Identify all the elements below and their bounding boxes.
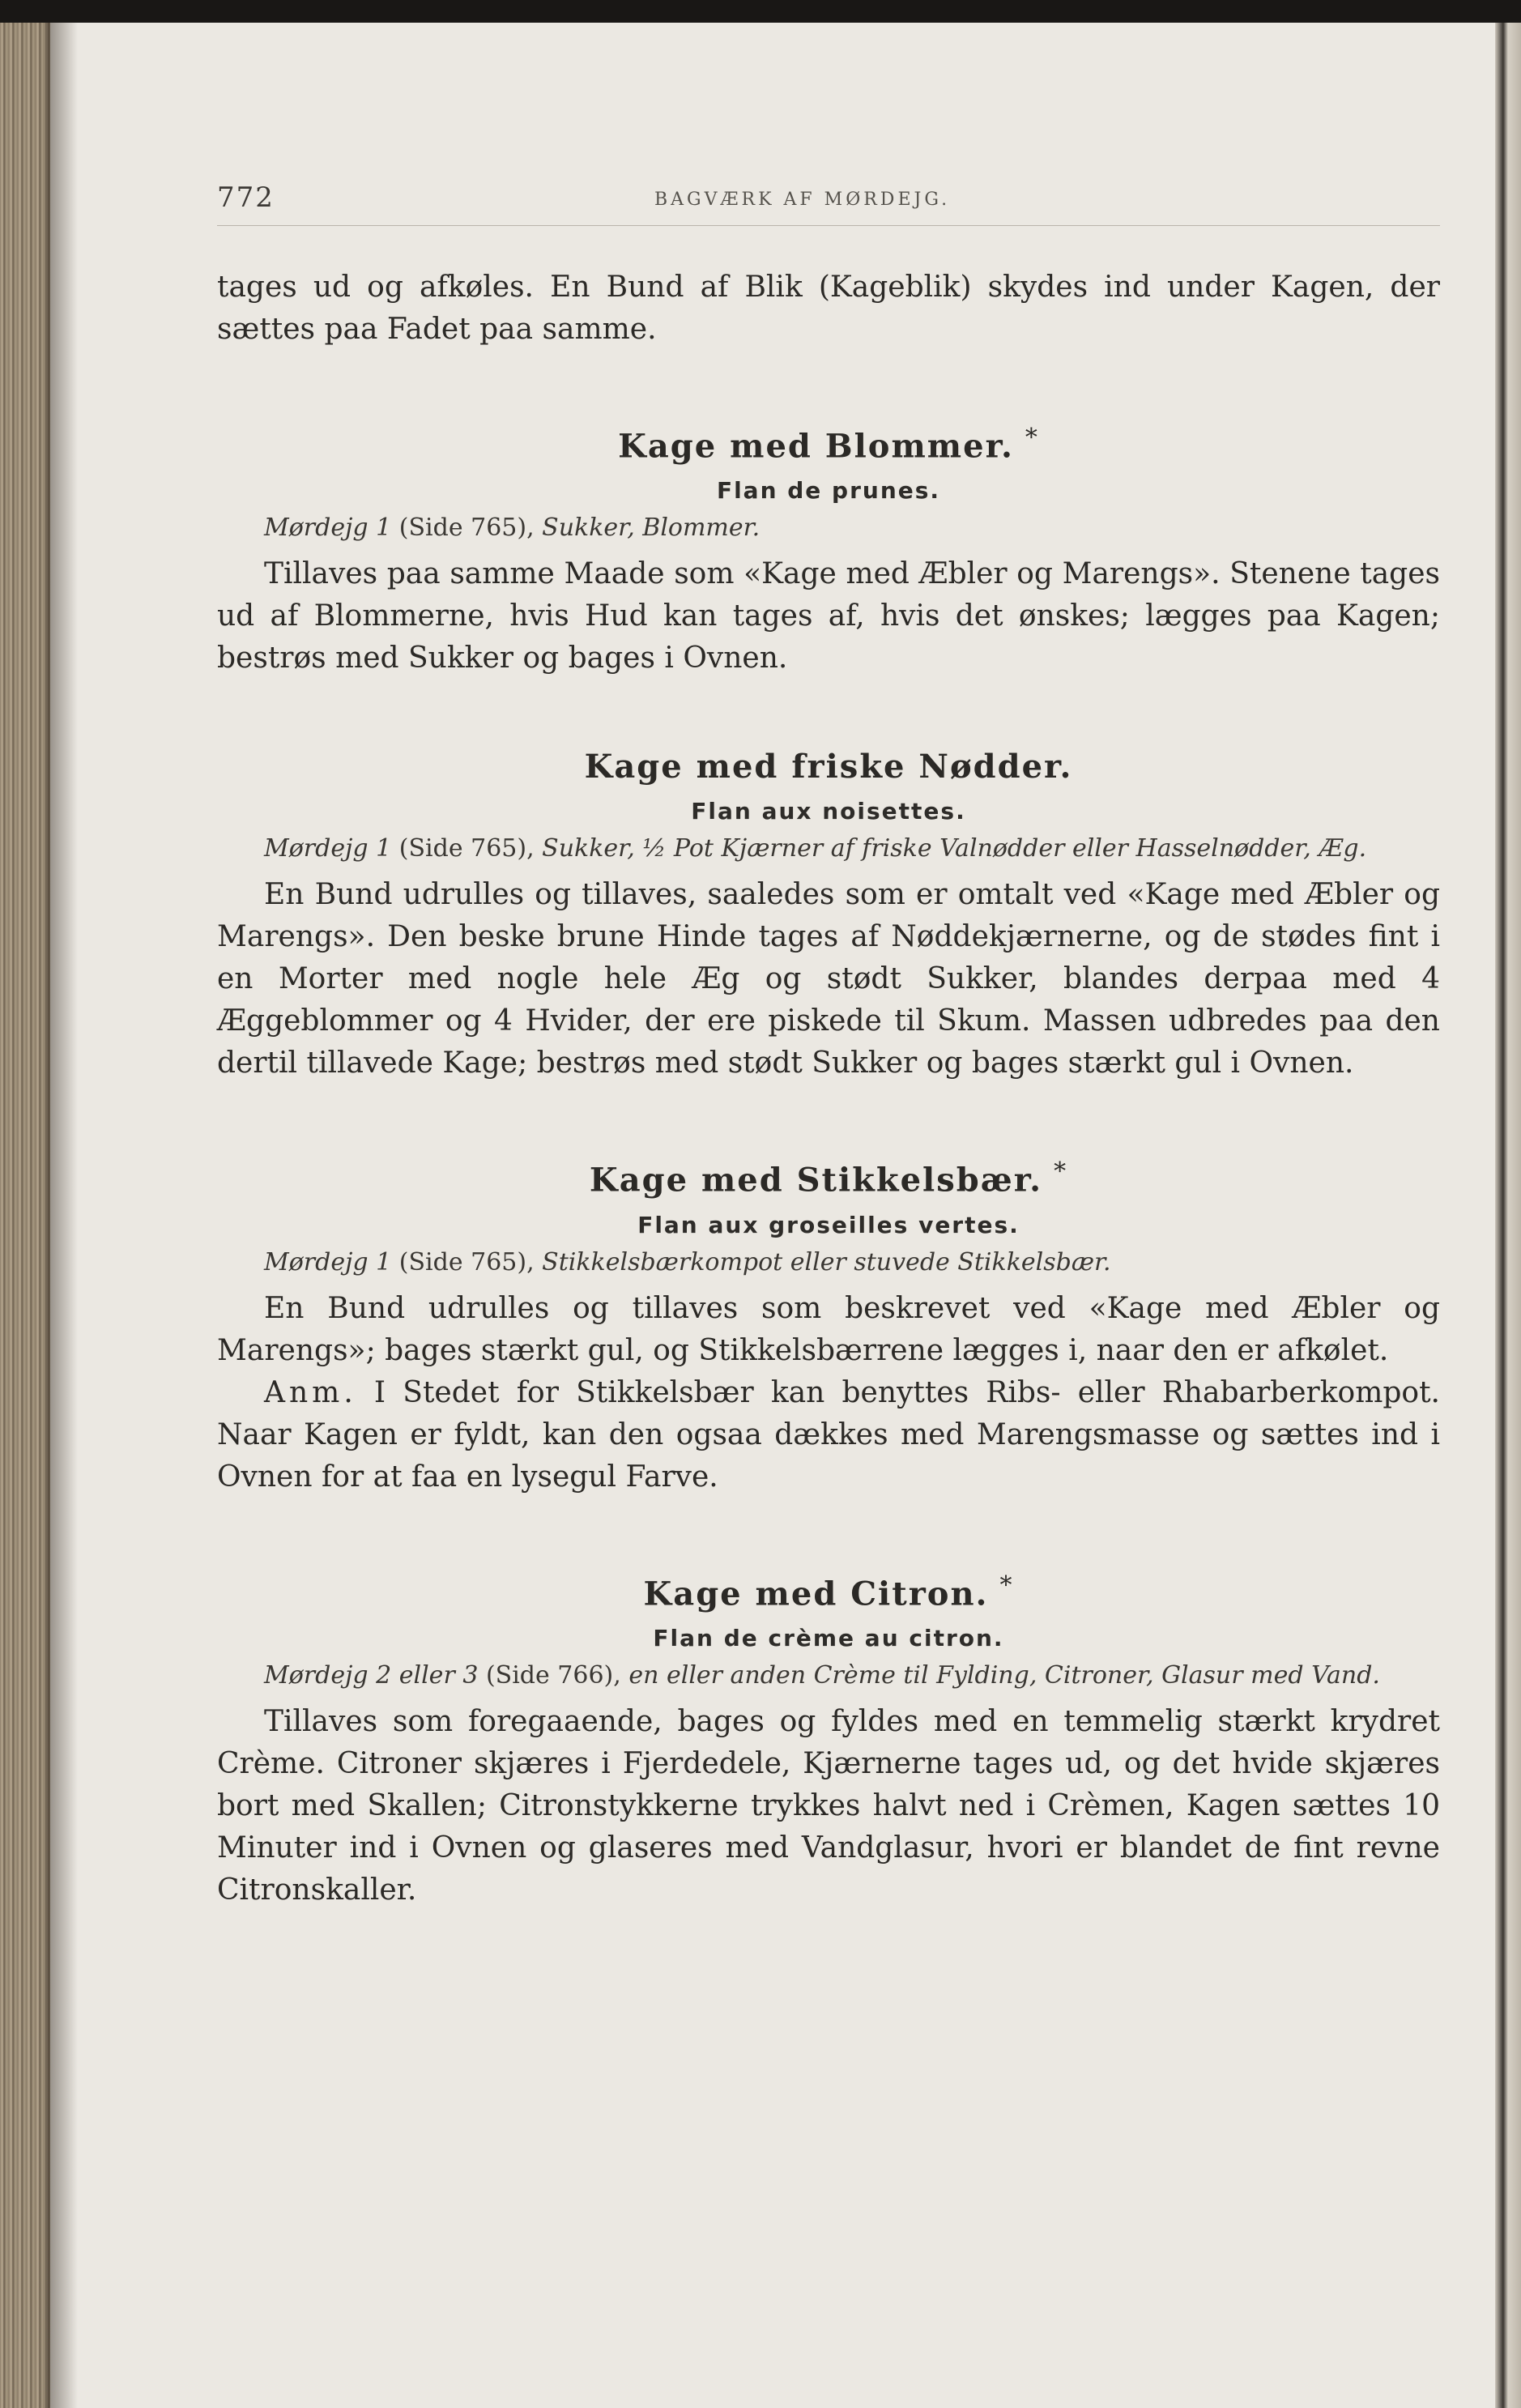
- recipe-subtitle: Flan aux groseilles vertes.: [637, 1211, 1020, 1238]
- recipe-paragraph: En Bund udrulles og tillaves som beskrevet ved «Kage med Æbler og Marengs»; bages stærkt gul, og Stikkelsbærrene lægges i, naar den er afkølet.: [217, 1291, 1440, 1367]
- recipe-title: Kage med Citron. *: [643, 1571, 1014, 1613]
- recipe-blommer: [217, 416, 1440, 680]
- intro-paragraph: tages ud og afkøles. En Bund af Blik (Kageblik) skydes ind under Kagen, der sættes paa Fadet paa samme.: [217, 271, 1440, 346]
- recipe-citron: [217, 1563, 1440, 1911]
- recipe-subtitle: Flan de crème au citron.: [653, 1624, 1004, 1652]
- recipe-title: Kage med friske Nødder.: [584, 748, 1073, 786]
- recipe-subtitle: Flan de prunes.: [716, 477, 941, 505]
- recipe-paragraph: Tillaves paa samme Maade som «Kage med Æbler og Marengs». Stenene tages ud af Blommerne, hvis Hud kan tages af, hvis det ønskes; lægges paa Kagen; bestrøs med Sukker og bages i Ovnen.: [217, 557, 1440, 676]
- recipe-subtitle: Flan aux noisettes.: [691, 798, 966, 825]
- recipe-noedder: [217, 744, 1440, 1085]
- right-page-edge: [1495, 23, 1521, 2408]
- recipe-title: Kage med Stikkelsbær. *: [589, 1157, 1068, 1200]
- page-content: [217, 173, 1440, 1911]
- recipe-stikkelsbaer: [217, 1149, 1440, 1498]
- star-mark: *: [1025, 424, 1039, 452]
- running-head-title: BAGVÆRK AF MØRDEJG.: [654, 190, 951, 210]
- recipe-title: Kage med Blommer. *: [618, 424, 1039, 466]
- running-head: [217, 173, 1440, 226]
- note-label: Anm.: [264, 1375, 357, 1409]
- scan-top-border: [0, 0, 1521, 23]
- recipe-paragraph: Tillaves som foregaaende, bages og fyldes med en temmelig stærkt krydret Crème. Citroner skjæres i Fjerdedele, Kjærnerne tages ud, og det hvide skjæres bort med Skallen; Citronstykkerne trykkes halvt ned i Crèmen, Kagen sættes 10 Minuter ind i Ovnen og glaseres med Vandglasur, hvori er blandet de fint revne Citronskaller.: [217, 1704, 1440, 1907]
- recipe-ingredients: Mørdejg 2 eller 3 (Side 766), en eller anden Crème til Fylding, Citroner, Glasur med Vand.: [264, 1660, 1380, 1690]
- recipe-paragraph: En Bund udrulles og tillaves, saaledes som er omtalt ved «Kage med Æbler og Marengs». Den beske brune Hinde tages af Nøddekjærnerne, og de stødes fint i en Morter med nogle hele Æg og stødt Sukker, blandes derpaa med 4 Æggeblommer og 4 Hvider, der ere piskede til Skum. Massen udbredes paa den dertil tillavede Kage; bestrøs med stødt Sukker og bages stærkt gul i Ovnen.: [217, 878, 1440, 1080]
- recipe-note: Anm. I Stedet for Stikkelsbær kan benyttes Ribs- eller Rhabarberkompot. Naar Kagen er fyldt, kan den ogsaa dækkes med Marengsmasse og sættes ind i Ovnen for at faa en lysegul Farve.: [217, 1375, 1440, 1494]
- star-mark: *: [1054, 1157, 1068, 1187]
- recipe-ingredients: Mørdejg 1 (Side 765), Stikkelsbærkompot eller stuvede Stikkelsbær.: [264, 1247, 1111, 1276]
- spine-shadow: [45, 23, 78, 2408]
- recipe-ingredients: Mørdejg 1 (Side 765), Sukker, ½ Pot Kjærner af friske Valnødder eller Hasselnødder, Æg.: [264, 834, 1367, 863]
- star-mark: *: [999, 1571, 1014, 1600]
- page-number: 772: [217, 181, 275, 214]
- recipe-ingredients: Mørdejg 1 (Side 765), Sukker, Blommer.: [264, 514, 760, 543]
- book-page-edges: [0, 23, 50, 2408]
